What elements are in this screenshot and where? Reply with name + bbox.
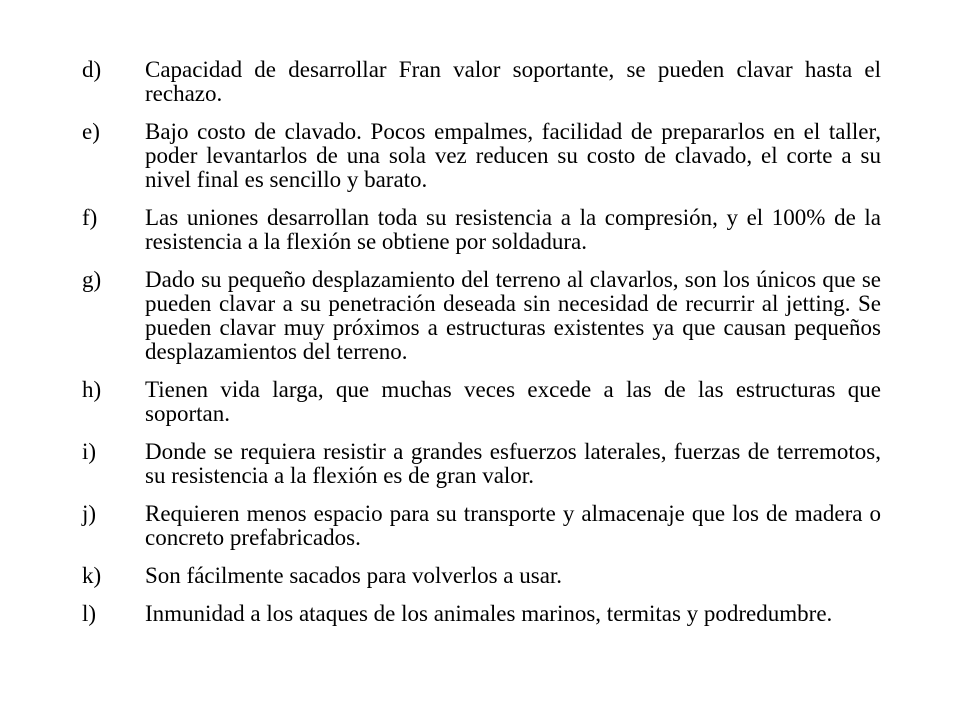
list-item xyxy=(82,378,881,426)
list-item xyxy=(82,502,881,550)
list-item xyxy=(82,440,881,488)
list-item-text: Capacidad de desarrollar Fran valor soportante, se pueden clavar hasta el rechazo. xyxy=(145,57,881,106)
list-item-text: Inmunidad a los ataques de los animales marinos, termitas y podredumbre. xyxy=(145,601,833,626)
advantages-list xyxy=(82,58,881,640)
list-item xyxy=(82,268,881,364)
list-item-text: Las uniones desarrollan toda su resistencia a la compresión, y el 100% de la resistencia a la flexión se obtiene por soldadura. xyxy=(145,205,881,254)
list-item-text: Bajo costo de clavado. Pocos empalmes, facilidad de prepararlos en el taller, poder levantarlos de una sola vez reducen su costo de clavado, el corte a su nivel final es sencillo y barato. xyxy=(145,119,881,192)
list-marker: e) xyxy=(82,119,100,144)
list-marker: k) xyxy=(82,563,102,588)
list-marker: l) xyxy=(82,601,97,626)
list-item xyxy=(82,602,881,626)
list-marker: j) xyxy=(82,501,97,526)
list-item xyxy=(82,564,881,588)
list-item-text: Donde se requiera resistir a grandes esfuerzos laterales, fuerzas de terremotos, su resistencia a la flexión es de gran valor. xyxy=(145,439,881,488)
list-item xyxy=(82,58,881,106)
list-marker: i) xyxy=(82,439,97,464)
list-marker: h) xyxy=(82,377,102,402)
list-item-text: Son fácilmente sacados para volverlos a usar. xyxy=(145,563,563,588)
list-item xyxy=(82,120,881,192)
list-item-text: Dado su pequeño desplazamiento del terreno al clavarlos, son los únicos que se pueden clavar a su penetración deseada sin necesidad de recurrir al jetting. Se pueden clavar muy próximos a estructuras existentes ya que causan pequeños desplazamientos del terreno. xyxy=(145,267,881,364)
list-item-text: Requieren menos espacio para su transporte y almacenaje que los de madera o concreto prefabricados. xyxy=(145,501,881,550)
list-item xyxy=(82,206,881,254)
list-marker: f) xyxy=(82,205,98,230)
list-marker: d) xyxy=(82,57,102,82)
list-item-text: Tienen vida larga, que muchas veces excede a las de las estructuras que soportan. xyxy=(145,377,881,426)
list-marker: g) xyxy=(82,267,102,292)
